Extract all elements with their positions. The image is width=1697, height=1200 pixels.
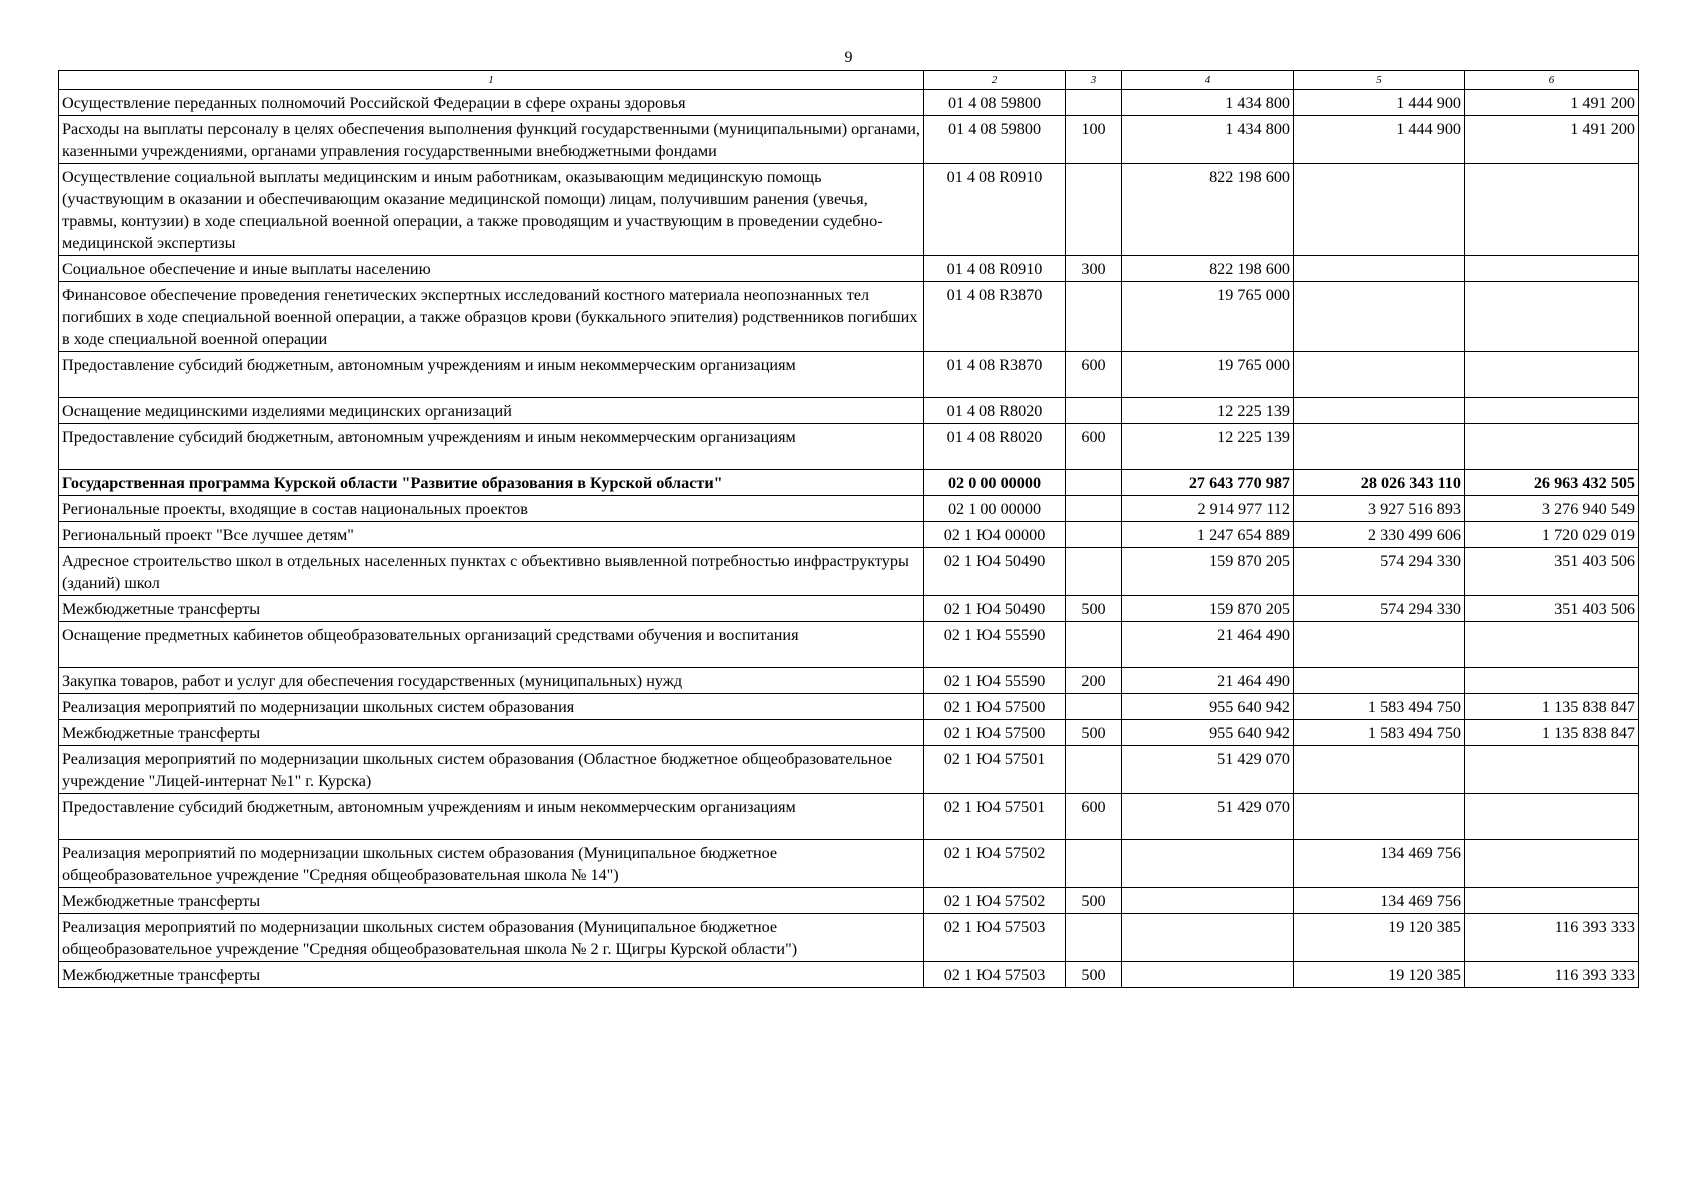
cell-year3 <box>1465 424 1639 470</box>
cell-name: Расходы на выплаты персоналу в целях обеспечения выполнения функций государственными (муниципальными) органами, казенными учреждениями, органами управления государственными внебюджетными фондами <box>59 116 924 164</box>
cell-name: Предоставление субсидий бюджетным, автономным учреждениям и иным некоммерческим организациям <box>59 424 924 470</box>
cell-code: 02 1 Ю4 57503 <box>924 962 1066 988</box>
table-row <box>59 470 1639 496</box>
cell-year2: 1 444 900 <box>1294 116 1465 164</box>
table-row <box>59 668 1639 694</box>
cell-expense-type <box>1066 164 1122 256</box>
cell-name: Осуществление переданных полномочий Российской Федерации в сфере охраны здоровья <box>59 90 924 116</box>
cell-name: Адресное строительство школ в отдельных населенных пунктах с объективно выявленной потребностью инфраструктуры (зданий) школ <box>59 548 924 596</box>
cell-year3: 351 403 506 <box>1465 596 1639 622</box>
cell-expense-type: 100 <box>1066 116 1122 164</box>
cell-expense-type <box>1066 470 1122 496</box>
cell-year1: 955 640 942 <box>1122 720 1294 746</box>
cell-year1 <box>1122 962 1294 988</box>
table-header-row <box>59 71 1639 90</box>
cell-year2: 134 469 756 <box>1294 888 1465 914</box>
cell-code: 02 1 Ю4 00000 <box>924 522 1066 548</box>
cell-year3: 1 135 838 847 <box>1465 694 1639 720</box>
cell-name: Социальное обеспечение и иные выплаты населению <box>59 256 924 282</box>
cell-expense-type: 500 <box>1066 720 1122 746</box>
table-row <box>59 794 1639 840</box>
header-cell-year2: 5 <box>1294 71 1465 90</box>
cell-code: 01 4 08 R8020 <box>924 424 1066 470</box>
cell-year3 <box>1465 256 1639 282</box>
cell-expense-type <box>1066 496 1122 522</box>
cell-code: 02 1 Ю4 55590 <box>924 668 1066 694</box>
table-row <box>59 90 1639 116</box>
cell-name: Предоставление субсидий бюджетным, автономным учреждениям и иным некоммерческим организациям <box>59 794 924 840</box>
cell-expense-type: 600 <box>1066 352 1122 398</box>
cell-year1 <box>1122 840 1294 888</box>
table-row <box>59 522 1639 548</box>
cell-expense-type <box>1066 840 1122 888</box>
cell-code: 02 1 Ю4 50490 <box>924 548 1066 596</box>
cell-year3 <box>1465 622 1639 668</box>
cell-name: Региональный проект "Все лучшее детям" <box>59 522 924 548</box>
cell-year1: 159 870 205 <box>1122 548 1294 596</box>
cell-year2: 1 583 494 750 <box>1294 694 1465 720</box>
table-row <box>59 596 1639 622</box>
cell-year3: 1 135 838 847 <box>1465 720 1639 746</box>
budget-table <box>58 70 1639 988</box>
cell-year3: 1 491 200 <box>1465 116 1639 164</box>
cell-year1: 51 429 070 <box>1122 746 1294 794</box>
cell-year1: 822 198 600 <box>1122 256 1294 282</box>
table-row <box>59 840 1639 888</box>
cell-year3 <box>1465 840 1639 888</box>
cell-year1: 19 765 000 <box>1122 282 1294 352</box>
table-row <box>59 622 1639 668</box>
cell-year1 <box>1122 914 1294 962</box>
cell-expense-type: 500 <box>1066 962 1122 988</box>
table-row <box>59 548 1639 596</box>
cell-expense-type <box>1066 746 1122 794</box>
cell-code: 01 4 08 59800 <box>924 116 1066 164</box>
header-cell-year1: 4 <box>1122 71 1294 90</box>
table-row <box>59 424 1639 470</box>
cell-year1: 12 225 139 <box>1122 398 1294 424</box>
cell-name: Реализация мероприятий по модернизации школьных систем образования <box>59 694 924 720</box>
cell-code: 02 1 Ю4 57500 <box>924 720 1066 746</box>
cell-year2 <box>1294 256 1465 282</box>
cell-name: Предоставление субсидий бюджетным, автономным учреждениям и иным некоммерческим организациям <box>59 352 924 398</box>
cell-year1: 27 643 770 987 <box>1122 470 1294 496</box>
table-row <box>59 352 1639 398</box>
cell-expense-type: 600 <box>1066 794 1122 840</box>
table-row <box>59 962 1639 988</box>
table-row <box>59 694 1639 720</box>
cell-year3: 1 720 029 019 <box>1465 522 1639 548</box>
cell-code: 02 1 Ю4 57502 <box>924 840 1066 888</box>
cell-code: 02 1 Ю4 57501 <box>924 746 1066 794</box>
cell-name: Финансовое обеспечение проведения генетических экспертных исследований костного материала неопознанных тел погибших в ходе специальной военной операции, а также образцов крови (буккального эпителия) родственников погибших в ходе специальной военной операции <box>59 282 924 352</box>
table-row <box>59 116 1639 164</box>
cell-year2: 19 120 385 <box>1294 914 1465 962</box>
cell-code: 02 1 00 00000 <box>924 496 1066 522</box>
cell-year1: 12 225 139 <box>1122 424 1294 470</box>
cell-code: 01 4 08 R3870 <box>924 282 1066 352</box>
cell-year3: 26 963 432 505 <box>1465 470 1639 496</box>
cell-year1: 21 464 490 <box>1122 622 1294 668</box>
table-row <box>59 496 1639 522</box>
cell-year3 <box>1465 888 1639 914</box>
cell-year2: 574 294 330 <box>1294 596 1465 622</box>
cell-name: Межбюджетные трансферты <box>59 888 924 914</box>
cell-year1: 51 429 070 <box>1122 794 1294 840</box>
cell-name: Реализация мероприятий по модернизации школьных систем образования (Областное бюджетное общеобразовательное учреждение "Лицей-интернат №1" г. Курска) <box>59 746 924 794</box>
cell-year1: 955 640 942 <box>1122 694 1294 720</box>
cell-code: 01 4 08 R3870 <box>924 352 1066 398</box>
cell-year2: 574 294 330 <box>1294 548 1465 596</box>
cell-year3: 351 403 506 <box>1465 548 1639 596</box>
table-row <box>59 256 1639 282</box>
cell-year2: 2 330 499 606 <box>1294 522 1465 548</box>
cell-name: Оснащение медицинскими изделиями медицинских организаций <box>59 398 924 424</box>
cell-code: 02 0 00 00000 <box>924 470 1066 496</box>
table-row <box>59 720 1639 746</box>
cell-year1 <box>1122 888 1294 914</box>
cell-expense-type <box>1066 90 1122 116</box>
cell-year1: 159 870 205 <box>1122 596 1294 622</box>
cell-expense-type: 200 <box>1066 668 1122 694</box>
cell-year3: 3 276 940 549 <box>1465 496 1639 522</box>
cell-year1: 1 434 800 <box>1122 116 1294 164</box>
cell-year2 <box>1294 746 1465 794</box>
cell-code: 02 1 Ю4 57500 <box>924 694 1066 720</box>
table-row <box>59 914 1639 962</box>
cell-year1: 822 198 600 <box>1122 164 1294 256</box>
cell-year2 <box>1294 282 1465 352</box>
cell-year3 <box>1465 668 1639 694</box>
cell-name: Межбюджетные трансферты <box>59 596 924 622</box>
cell-code: 02 1 Ю4 57501 <box>924 794 1066 840</box>
cell-year2 <box>1294 164 1465 256</box>
table-row <box>59 398 1639 424</box>
header-cell-name: 1 <box>59 71 924 90</box>
cell-year3: 1 491 200 <box>1465 90 1639 116</box>
table-row <box>59 164 1639 256</box>
table-row <box>59 746 1639 794</box>
cell-expense-type: 300 <box>1066 256 1122 282</box>
cell-name: Осуществление социальной выплаты медицинским и иным работникам, оказывающим медицинскую помощь (участвующим в оказании и обеспечивающим оказание медицинской помощи) лицам, получившим ранения (увечья, травмы, контузии) в ходе специальной военной операции, а также проводящим и участвующим в проведении судебно-медицинской экспертизы <box>59 164 924 256</box>
page-number: 9 <box>844 49 853 66</box>
cell-year2: 134 469 756 <box>1294 840 1465 888</box>
cell-name: Реализация мероприятий по модернизации школьных систем образования (Муниципальное бюджетное общеобразовательное учреждение "Средняя общеобразовательная школа № 2 г. Щигры Курской области") <box>59 914 924 962</box>
cell-year2: 3 927 516 893 <box>1294 496 1465 522</box>
cell-year2: 19 120 385 <box>1294 962 1465 988</box>
cell-expense-type <box>1066 548 1122 596</box>
cell-year3 <box>1465 164 1639 256</box>
cell-name: Реализация мероприятий по модернизации школьных систем образования (Муниципальное бюджетное общеобразовательное учреждение "Средняя общеобразовательная школа № 14") <box>59 840 924 888</box>
cell-expense-type <box>1066 282 1122 352</box>
cell-year3 <box>1465 746 1639 794</box>
cell-code: 01 4 08 59800 <box>924 90 1066 116</box>
cell-code: 02 1 Ю4 57503 <box>924 914 1066 962</box>
cell-code: 02 1 Ю4 57502 <box>924 888 1066 914</box>
cell-expense-type <box>1066 398 1122 424</box>
cell-name: Государственная программа Курской области "Развитие образования в Курской области" <box>59 470 924 496</box>
cell-code: 01 4 08 R8020 <box>924 398 1066 424</box>
cell-year1: 1 434 800 <box>1122 90 1294 116</box>
cell-name: Межбюджетные трансферты <box>59 962 924 988</box>
cell-expense-type: 500 <box>1066 596 1122 622</box>
cell-year2 <box>1294 622 1465 668</box>
cell-year1: 21 464 490 <box>1122 668 1294 694</box>
cell-year3 <box>1465 794 1639 840</box>
cell-year2 <box>1294 424 1465 470</box>
cell-year3: 116 393 333 <box>1465 914 1639 962</box>
header-cell-year3: 6 <box>1465 71 1639 90</box>
cell-expense-type: 500 <box>1066 888 1122 914</box>
cell-year2 <box>1294 398 1465 424</box>
cell-name: Межбюджетные трансферты <box>59 720 924 746</box>
cell-year1: 2 914 977 112 <box>1122 496 1294 522</box>
cell-code: 02 1 Ю4 50490 <box>924 596 1066 622</box>
cell-code: 02 1 Ю4 55590 <box>924 622 1066 668</box>
cell-expense-type: 600 <box>1066 424 1122 470</box>
cell-name: Региональные проекты, входящие в состав национальных проектов <box>59 496 924 522</box>
cell-year1: 1 247 654 889 <box>1122 522 1294 548</box>
cell-code: 01 4 08 R0910 <box>924 256 1066 282</box>
cell-year2: 28 026 343 110 <box>1294 470 1465 496</box>
cell-year2 <box>1294 668 1465 694</box>
cell-expense-type <box>1066 622 1122 668</box>
cell-year1: 19 765 000 <box>1122 352 1294 398</box>
cell-code: 01 4 08 R0910 <box>924 164 1066 256</box>
cell-year2 <box>1294 794 1465 840</box>
header-cell-code: 2 <box>924 71 1066 90</box>
cell-expense-type <box>1066 914 1122 962</box>
cell-name: Закупка товаров, работ и услуг для обеспечения государственных (муниципальных) нужд <box>59 668 924 694</box>
cell-year3 <box>1465 398 1639 424</box>
table-row <box>59 888 1639 914</box>
cell-year2: 1 444 900 <box>1294 90 1465 116</box>
cell-year3 <box>1465 352 1639 398</box>
cell-year2 <box>1294 352 1465 398</box>
cell-expense-type <box>1066 694 1122 720</box>
table-row <box>59 282 1639 352</box>
cell-name: Оснащение предметных кабинетов общеобразовательных организаций средствами обучения и воспитания <box>59 622 924 668</box>
cell-expense-type <box>1066 522 1122 548</box>
header-cell-expense-type: 3 <box>1066 71 1122 90</box>
cell-year2: 1 583 494 750 <box>1294 720 1465 746</box>
cell-year3: 116 393 333 <box>1465 962 1639 988</box>
cell-year3 <box>1465 282 1639 352</box>
